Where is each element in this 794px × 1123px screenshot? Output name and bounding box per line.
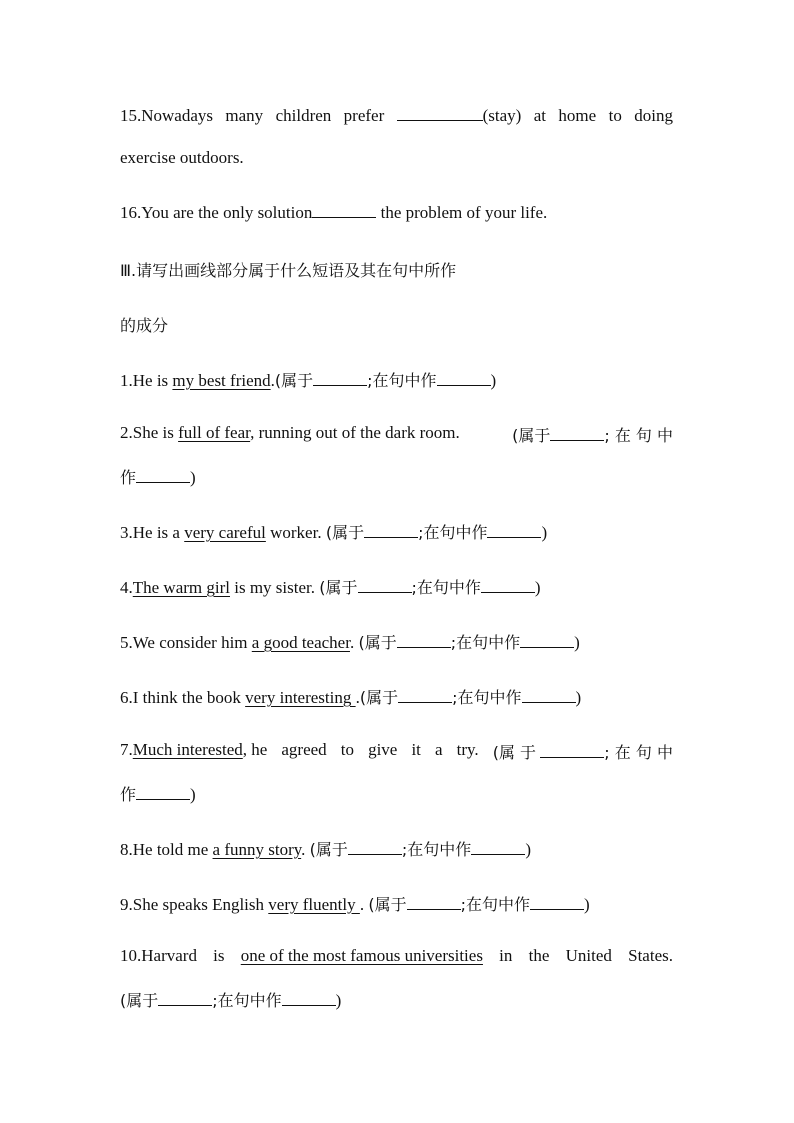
close-paren: )	[190, 785, 196, 804]
sentence	[120, 423, 460, 446]
sentence-text: .	[301, 840, 310, 859]
function-label: ; 在 句 中	[604, 743, 673, 762]
item-3	[120, 520, 547, 543]
section-title: Ⅲ.请写出画线部分属于什么短语及其在句中所作	[120, 261, 457, 280]
function-blank[interactable]	[136, 468, 190, 483]
sentence-text: .	[355, 688, 360, 707]
item-9	[120, 892, 590, 915]
belong-label: (属于	[368, 895, 407, 914]
phrase-type-blank[interactable]	[364, 523, 418, 538]
underlined-phrase: Much interested	[132, 740, 243, 759]
sentence-text: 8.He told me	[120, 840, 213, 859]
word: is	[213, 946, 225, 965]
sentence-text: 9.She speaks English	[120, 895, 269, 914]
word: in	[499, 946, 513, 965]
item-2-line-1	[120, 423, 673, 446]
close-paren: )	[190, 468, 196, 487]
underlined-phrase: a good teacher	[251, 633, 350, 652]
phrase-type-blank[interactable]	[358, 578, 412, 593]
item-2-line-2	[120, 465, 196, 488]
phrase-type-blank[interactable]	[397, 633, 451, 648]
belong-label: (属于	[319, 578, 358, 597]
word: prefer	[343, 106, 385, 125]
close-paren: )	[534, 578, 541, 597]
word: to	[340, 740, 354, 759]
item-6	[120, 685, 581, 708]
underlined-phrase: very fluently	[268, 895, 360, 914]
function-label: ;在句中作	[460, 895, 531, 914]
function-label: ;在句中作	[212, 991, 282, 1010]
close-paren: )	[584, 895, 590, 914]
function-blank[interactable]	[487, 523, 541, 538]
underlined-phrase: a funny story	[212, 840, 302, 859]
function-label: ;在句中作	[401, 840, 472, 859]
belong-label: (属于	[325, 523, 365, 542]
section-title-continued: 的成分	[120, 316, 169, 335]
function-label: ;在句中作	[450, 633, 521, 652]
word: home	[558, 106, 597, 125]
item-10-line-2	[120, 988, 341, 1011]
item-7-line-2	[120, 782, 196, 805]
answer-group	[512, 423, 673, 446]
sentence-text: 5.We consider him	[120, 633, 252, 652]
sentence-text: .	[349, 633, 359, 652]
function-label: 作	[120, 468, 137, 487]
function-blank[interactable]	[136, 785, 190, 800]
close-paren: )	[575, 688, 582, 707]
sentence-text: is my sister.	[230, 578, 320, 597]
word: children	[275, 106, 332, 125]
answer-blank[interactable]	[397, 106, 483, 121]
item-number: 7.	[120, 740, 133, 759]
question-text: the problem of your life.	[376, 203, 548, 222]
belong-label: (属于	[512, 426, 551, 445]
word: United	[565, 946, 612, 965]
belong-label: (属于	[120, 991, 159, 1010]
function-blank[interactable]	[520, 633, 574, 648]
word: many	[225, 106, 264, 125]
item-1	[120, 368, 496, 391]
belong-label: (属于	[358, 633, 397, 652]
word: agreed	[281, 740, 327, 759]
item-10-line-1	[120, 946, 673, 966]
phrase-type-blank[interactable]	[540, 743, 604, 758]
answer-blank[interactable]	[312, 203, 376, 218]
word: doing	[634, 106, 673, 125]
question-15-line-2: exercise outdoors.	[120, 148, 244, 167]
underlined-phrase: full of fear	[178, 423, 251, 442]
word: give	[368, 740, 398, 759]
sentence-text: worker.	[265, 523, 326, 542]
question-text: 16.You are the only solution	[120, 203, 313, 222]
phrase-type-blank[interactable]	[313, 371, 367, 386]
underlined-phrase: very interesting	[245, 688, 356, 707]
underlined-phrase: The warm girl	[132, 578, 230, 597]
word: to	[608, 106, 622, 125]
sentence-text: , he	[242, 740, 268, 759]
function-label: 作	[120, 785, 137, 804]
close-paren: )	[525, 840, 531, 859]
close-paren: )	[490, 371, 497, 390]
function-label: ;在句中作	[418, 523, 488, 542]
word: 10.Harvard	[120, 946, 197, 965]
item-4	[120, 575, 541, 598]
belong-label: (属 于	[492, 743, 537, 762]
item-8	[120, 837, 531, 860]
function-label: ;在句中作	[411, 578, 481, 597]
sentence-text: .	[270, 371, 275, 390]
item-7-line-1	[120, 740, 673, 763]
underlined-phrase: one of the most famous universities	[240, 946, 483, 965]
belong-label: (属于	[359, 688, 399, 707]
word: at	[533, 106, 547, 125]
sentence-text: 1.He is	[120, 371, 173, 390]
blank-with-hint	[397, 106, 522, 126]
word: 15.Nowadays	[120, 106, 214, 125]
word: a	[434, 740, 443, 759]
function-label: ;在句中作	[367, 371, 437, 390]
sentence-text: 6.I think the book	[120, 688, 246, 707]
underlined-phrase: my best friend	[172, 371, 271, 390]
word: try.	[456, 740, 479, 759]
function-label: ;在句中作	[452, 688, 522, 707]
verb-hint: (stay)	[482, 106, 522, 125]
phrase-type-blank[interactable]	[550, 426, 604, 441]
phrase-type-blank[interactable]	[407, 895, 461, 910]
item-5	[120, 630, 580, 653]
belong-label: (属于	[274, 371, 314, 390]
word: it	[411, 740, 421, 759]
sentence-text: .	[359, 895, 369, 914]
question-15-line-1	[120, 106, 673, 126]
sentence-text: 4.	[120, 578, 133, 597]
underlined-phrase: very careful	[184, 523, 266, 542]
function-blank[interactable]	[471, 840, 525, 855]
belong-label: (属于	[309, 840, 348, 859]
sentence-text: 3.He is a	[120, 523, 185, 542]
function-blank[interactable]	[282, 991, 336, 1006]
function-blank[interactable]	[522, 688, 576, 703]
function-blank[interactable]	[437, 371, 491, 386]
close-paren: )	[574, 633, 580, 652]
function-blank[interactable]	[530, 895, 584, 910]
word: States.	[628, 946, 673, 965]
word: the	[528, 946, 550, 965]
phrase-type-blank[interactable]	[398, 688, 452, 703]
question-16	[120, 203, 547, 223]
close-paren: )	[335, 991, 342, 1010]
word	[120, 740, 267, 763]
close-paren: )	[541, 523, 548, 542]
phrase-type-blank[interactable]	[348, 840, 402, 855]
answer-group	[493, 740, 673, 763]
function-label: ; 在 句 中	[604, 426, 673, 445]
phrase-type-blank[interactable]	[158, 991, 212, 1006]
sentence-text: 2.She is	[120, 423, 179, 442]
function-blank[interactable]	[481, 578, 535, 593]
sentence-text: , running out of the dark room.	[250, 423, 460, 442]
